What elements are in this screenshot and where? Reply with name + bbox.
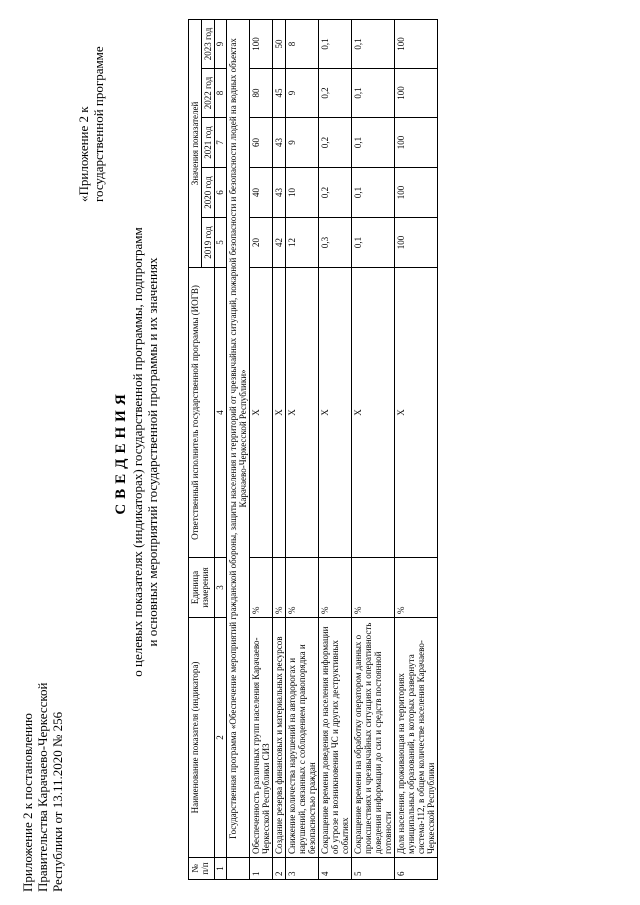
- column-numbers-row: [215, 19, 227, 879]
- section-spacer: [227, 858, 250, 880]
- row-value: 60: [250, 118, 273, 168]
- title-main: СВЕДЕНИЯ: [113, 389, 129, 515]
- column-number: 4: [215, 268, 227, 558]
- table-row: [273, 19, 286, 879]
- row-value: 12: [286, 218, 319, 268]
- table-row: [395, 19, 438, 879]
- table-row: [319, 19, 352, 879]
- program-appendix-line-1: «Приложение 2 к: [76, 106, 91, 202]
- header-values-group: Значения показателей: [189, 19, 202, 267]
- row-unit: %: [250, 558, 273, 618]
- row-value: 0,2: [319, 69, 352, 118]
- row-value: 0,2: [319, 168, 352, 218]
- appendix-line-3: Республики от 13.11.2020 № 256: [50, 711, 65, 892]
- row-value: 50: [273, 19, 286, 68]
- document-title: [112, 12, 160, 892]
- header-num: № п/п: [189, 858, 215, 880]
- row-value: 0,2: [319, 118, 352, 168]
- row-num: 5: [352, 858, 395, 880]
- column-number: 8: [215, 69, 227, 118]
- header-year: 2021 год: [202, 118, 215, 168]
- header-year: 2020 год: [202, 168, 215, 218]
- row-value: 0,1: [352, 218, 395, 268]
- row-value: 100: [395, 168, 438, 218]
- row-value: 100: [395, 218, 438, 268]
- row-value: 0,1: [352, 168, 395, 218]
- appendix-note: [20, 542, 65, 892]
- row-value: 100: [395, 118, 438, 168]
- row-executor: X: [319, 268, 352, 558]
- row-num: 2: [273, 858, 286, 880]
- row-value: 8: [286, 19, 319, 68]
- row-value: 0,1: [319, 19, 352, 68]
- row-unit: %: [352, 558, 395, 618]
- section-title: Государственная программа «Обеспечение мероприятий гражданской обороны, защиты населения и территорий от чрезвычайных ситуаций, пожарной безопасности и безопасности людей на водных объектах Карачаево-Черкесской Республики»: [227, 19, 250, 857]
- header-row: [189, 19, 202, 879]
- table-row: [286, 19, 319, 879]
- rotated-content: [20, 12, 620, 892]
- row-name: Обеспеченность различных групп населения Карачаево-Черкесской Республики СИЗ: [250, 618, 273, 858]
- row-value: 40: [250, 168, 273, 218]
- row-executor: X: [273, 268, 286, 558]
- row-unit: %: [319, 558, 352, 618]
- row-value: 80: [250, 69, 273, 118]
- title-subtitle-1: о целевых показателях (индикаторах) государственной программы, подпрограмм: [130, 227, 145, 677]
- header-year: 2022 год: [202, 69, 215, 118]
- row-num: 4: [319, 858, 352, 880]
- row-name: Создание резерва финансовых и материальных ресурсов: [273, 618, 286, 858]
- row-value: 0,1: [352, 69, 395, 118]
- column-number: 9: [215, 19, 227, 68]
- row-value: 100: [395, 69, 438, 118]
- column-number: 6: [215, 168, 227, 218]
- row-executor: X: [250, 268, 273, 558]
- row-num: 3: [286, 858, 319, 880]
- row-unit: %: [286, 558, 319, 618]
- indicators-table: [188, 19, 438, 880]
- row-value: 45: [273, 69, 286, 118]
- program-appendix-note: [76, 32, 106, 202]
- header-executor: Ответственный исполнитель государственной программы (ИОГВ): [189, 268, 215, 558]
- row-value: 20: [250, 218, 273, 268]
- row-value: 42: [273, 218, 286, 268]
- appendix-line-1: Приложение 2 к постановлению: [20, 713, 35, 892]
- column-number: 7: [215, 118, 227, 168]
- appendix-line-2: Правительства Карачаево-Черкесской: [35, 682, 50, 892]
- row-executor: X: [286, 268, 319, 558]
- row-value: 43: [273, 168, 286, 218]
- row-name: Сокращение времени доведения до населения информации об угрозе и возникновении ЧС и других деструктивных событиях: [319, 618, 352, 858]
- row-name: Снижение количества нарушений на автодорогах и нарушений, связанных с соблюдением правопорядка и безопасностью граждан: [286, 618, 319, 858]
- column-number: 1: [215, 858, 227, 880]
- row-unit: %: [273, 558, 286, 618]
- row-value: 43: [273, 118, 286, 168]
- row-num: 1: [250, 858, 273, 880]
- row-value: 9: [286, 118, 319, 168]
- column-number: 5: [215, 218, 227, 268]
- header-year: 2019 год: [202, 218, 215, 268]
- row-executor: X: [395, 268, 438, 558]
- row-value: 100: [250, 19, 273, 68]
- table-row: [250, 19, 273, 879]
- table-row: [352, 19, 395, 879]
- row-name: Доля населения, проживающая на территориях муниципальных образований, в которых развернута система-112, в общем количестве населения Карачаево-Черкесской Республики: [395, 618, 438, 858]
- column-number: 2: [215, 618, 227, 858]
- section-row: [227, 19, 250, 879]
- row-value: 0,1: [352, 118, 395, 168]
- row-value: 100: [395, 19, 438, 68]
- row-value: 10: [286, 168, 319, 218]
- title-subtitle-2: и основных мероприятий государственной программы и их значениях: [145, 257, 160, 647]
- row-num: 6: [395, 858, 438, 880]
- header-name: Наименование показателя (индикатора): [189, 618, 215, 858]
- row-value: 9: [286, 69, 319, 118]
- column-number: 3: [215, 558, 227, 618]
- row-executor: X: [352, 268, 395, 558]
- program-appendix-line-2: государственной программе: [91, 46, 106, 202]
- row-value: 0,1: [352, 19, 395, 68]
- header-unit: Единица измерения: [189, 558, 215, 618]
- row-unit: %: [395, 558, 438, 618]
- row-value: 0,3: [319, 218, 352, 268]
- header-year: 2023 год: [202, 19, 215, 68]
- row-name: Сокращение времени на обработку оператором данных о происшествиях и чрезвычайных ситуациях и оперативность доведения информации до сил и средств постоянной готовности: [352, 618, 395, 858]
